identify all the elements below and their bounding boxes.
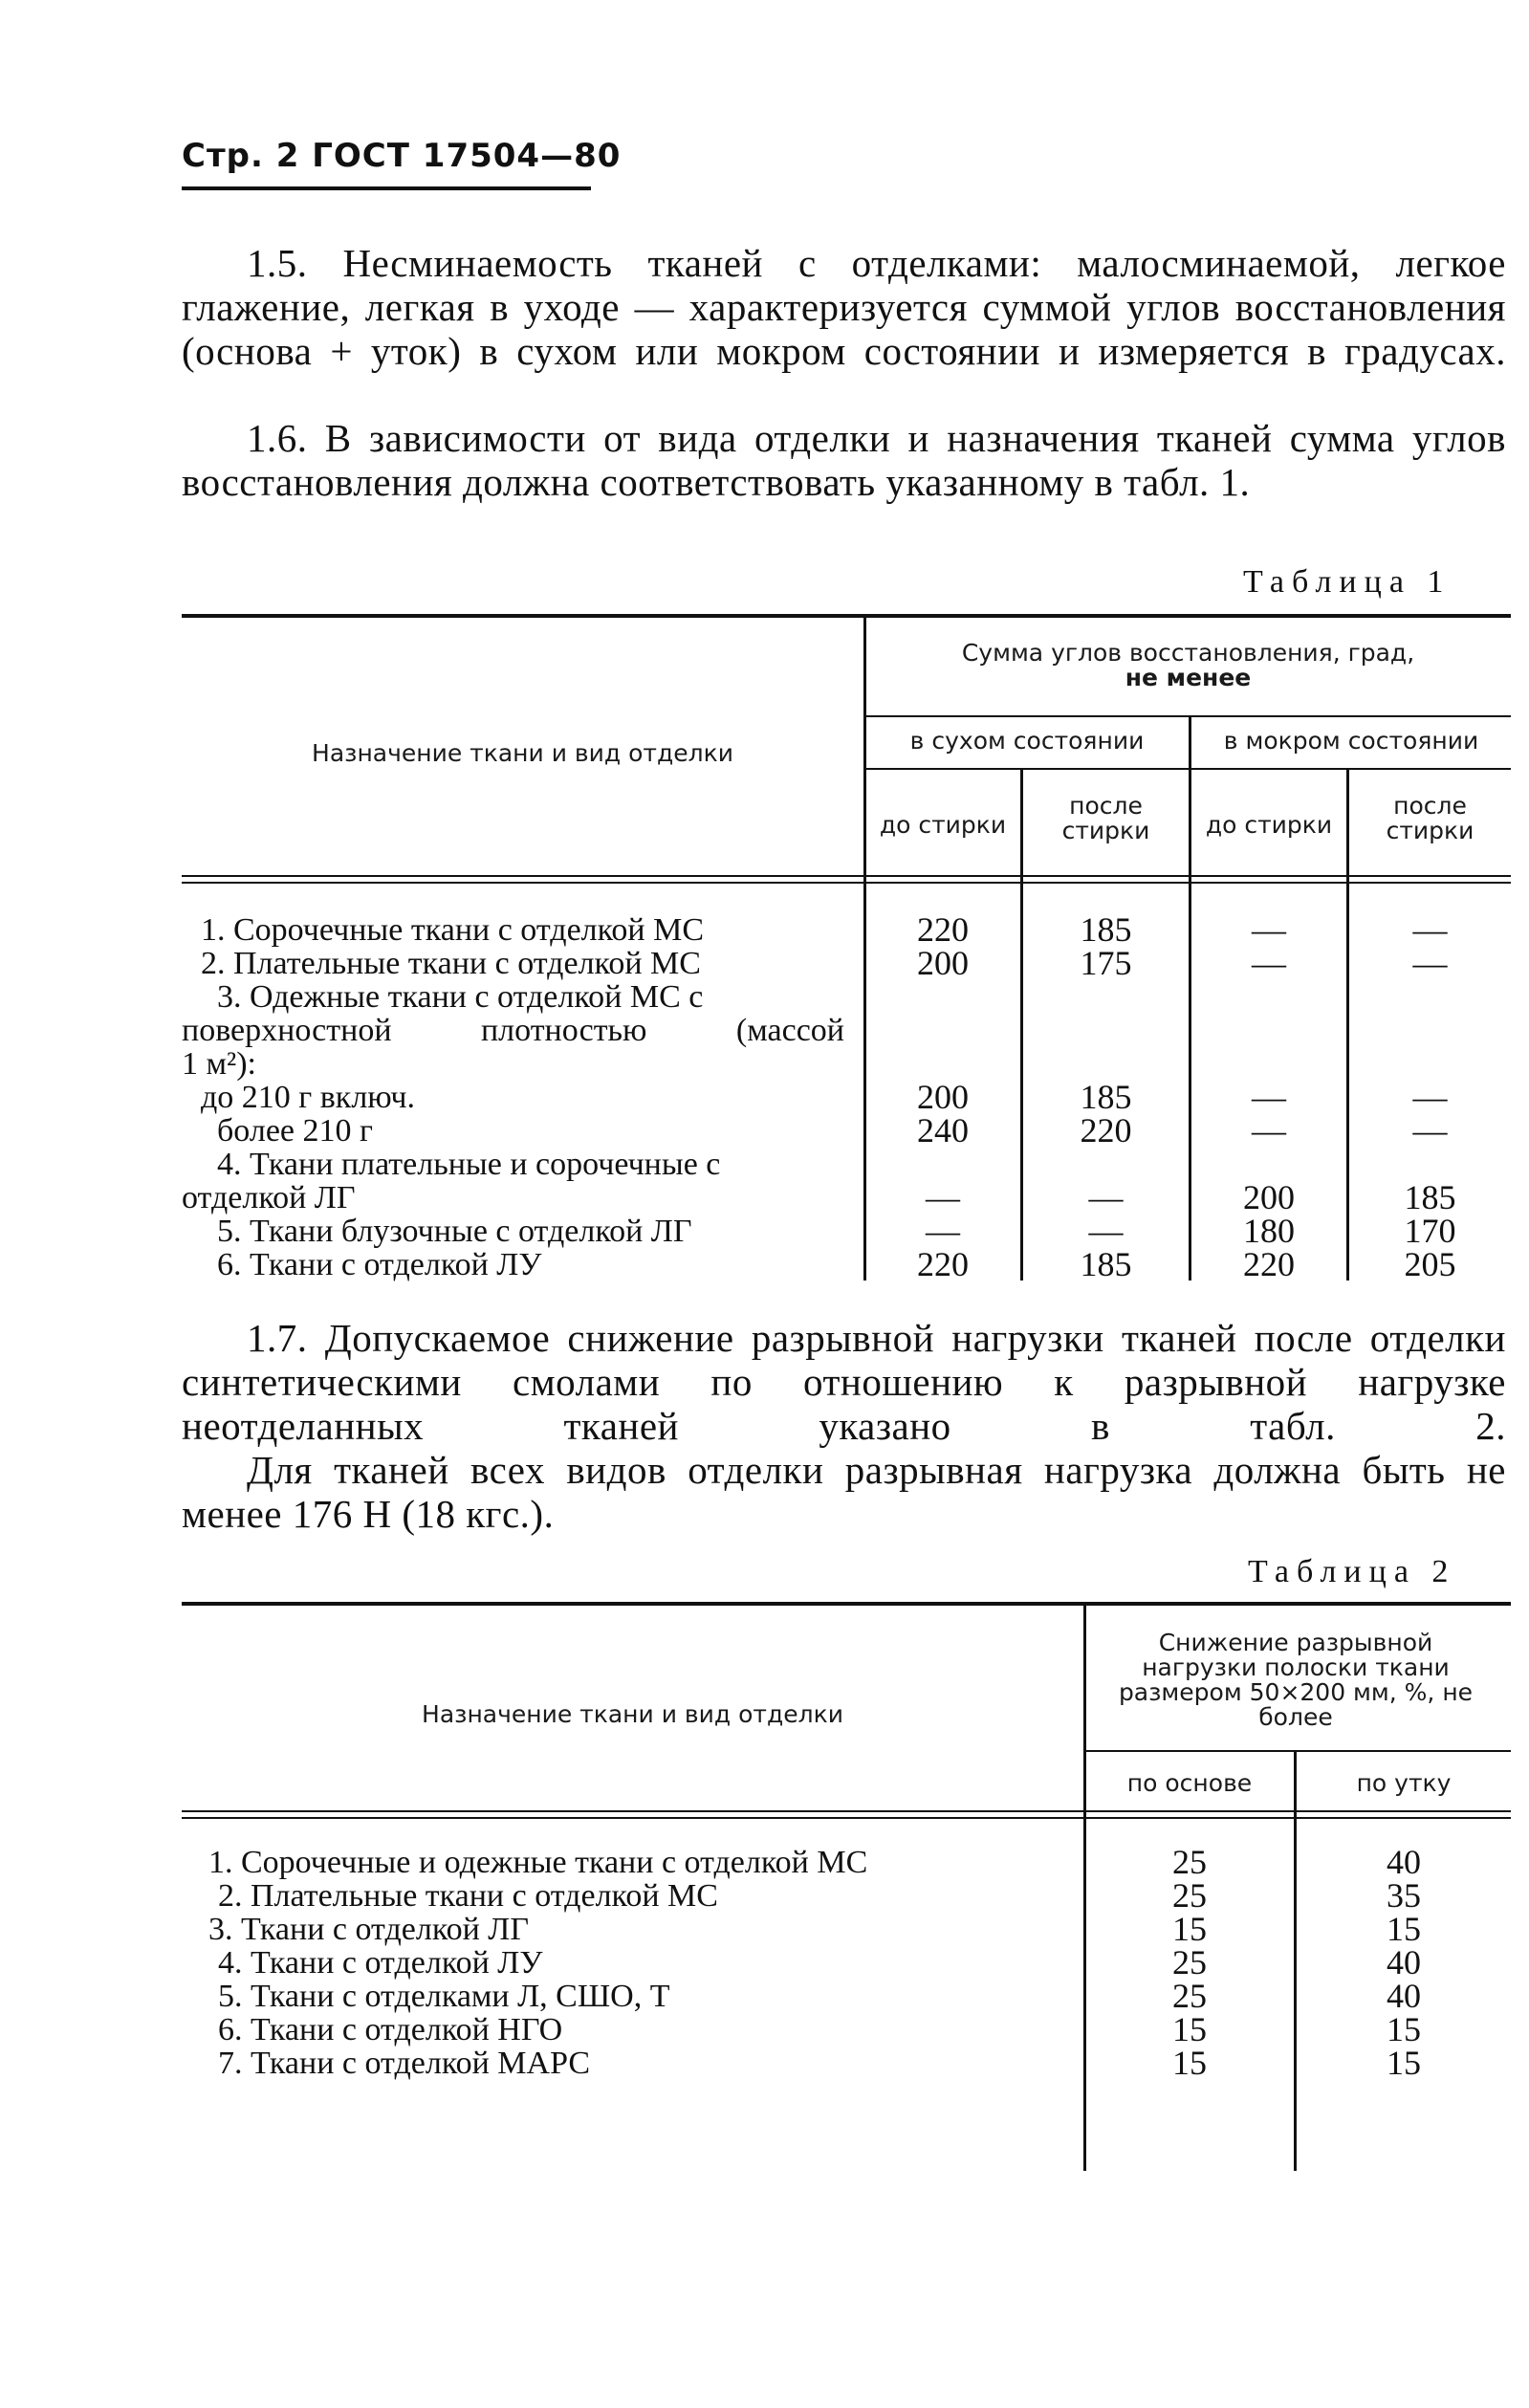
table-1-row-label: 3. Одежные ткани с отделкой МС с xyxy=(217,979,704,1015)
paragraph-min-load: Для тканей всех видов отделки разрывная нагрузка должна быть не менее 176 Н (18 кгс.). xyxy=(182,1448,1506,1536)
table-1-col-dry-after: после стирки xyxy=(1061,792,1150,844)
table-1-row-label: 2. Плательные ткани с отделкой МС xyxy=(201,946,701,981)
table-1-cell: 220 xyxy=(1080,1111,1132,1149)
table-2-cell: 15 xyxy=(1387,2010,1421,2048)
table-1-cell: 205 xyxy=(1404,1245,1456,1283)
table-1-row-label: 4. Ткани плательные и сорочечные с xyxy=(217,1147,721,1182)
paragraph-1-5: 1.5. Несминаемость тканей с отделками: малосминаемой, легкое глажение, легкая в уходе — характеризуется суммой углов восстановления (основа + уток) в сухом или мокром состоянии и измеряется в градусах. xyxy=(182,241,1506,373)
table-1-cell: — xyxy=(926,1178,960,1216)
table-1-cell: 185 xyxy=(1080,1245,1132,1283)
table-1-col-purpose: Назначение ткани и вид отделки xyxy=(312,739,733,767)
table-2-cell: 25 xyxy=(1172,1876,1207,1915)
table-1-cell: 185 xyxy=(1404,1178,1456,1216)
table-1-cell: — xyxy=(1412,944,1448,982)
table-2-cell: 40 xyxy=(1387,1943,1421,1981)
table-2-col-warp: по основе xyxy=(1126,1769,1253,1797)
paragraph-1-7: 1.7. Допускаемое снижение разрывной нагрузки тканей после отделки синтетическими смолами по отношению к разрывной нагрузке неотделанных тканей указано в табл. 2. xyxy=(182,1316,1506,1448)
table-2-top-rule xyxy=(182,1602,1511,1606)
table-1-cell: 220 xyxy=(1243,1245,1295,1283)
table-2-row-label: 2. Плательные ткани с отделкой МС xyxy=(218,1878,718,1914)
table-1-col-wet: в мокром состоянии xyxy=(1223,727,1479,755)
table-1-cell: — xyxy=(1252,910,1286,949)
table-1-col-dry-before: до стирки xyxy=(879,811,1007,839)
table-1-cell: 170 xyxy=(1404,1212,1456,1250)
table-1-col-wet-after: после стирки xyxy=(1386,792,1474,844)
table-1-cell: — xyxy=(1088,1212,1124,1250)
table-1-cell: 220 xyxy=(917,1245,969,1283)
table-1-col-sum-bold: не менее xyxy=(1125,664,1252,691)
table-2-row-label: 6. Ткани с отделкой НГО xyxy=(218,2012,563,2047)
table-1-cell: — xyxy=(1252,944,1286,982)
table-1-col-wet-before: до стирки xyxy=(1205,811,1333,839)
table-2-cell: 25 xyxy=(1172,1843,1207,1881)
table-2-cell: 40 xyxy=(1387,1977,1421,2015)
table-1-cell: 200 xyxy=(1243,1178,1295,1216)
table-1-cell: 175 xyxy=(1080,944,1132,982)
table-2-col-reduction: Снижение разрывной нагрузки полоски ткани размером 50×200 мм, %, не более xyxy=(1118,1629,1474,1731)
table-1-row-label: до 210 г включ. xyxy=(201,1080,415,1115)
page-header: Стр. 2 ГОСТ 17504—80 xyxy=(182,137,622,175)
table-2-cell: 15 xyxy=(1172,1910,1207,1948)
table-1-row-label: 5. Ткани блузочные с отделкой ЛГ xyxy=(217,1214,692,1249)
table-2-cell: 40 xyxy=(1387,1843,1421,1881)
table-2-row-label: 5. Ткани с отделками Л, СШО, Т xyxy=(218,1979,670,2014)
table-1-row-label: 1. Сорочечные ткани с отделкой МС xyxy=(201,912,705,948)
table-1-cell: 220 xyxy=(917,910,969,949)
table-1-cell: 200 xyxy=(917,944,969,982)
table-2-cell: 15 xyxy=(1387,1910,1421,1948)
table-1-cell: 240 xyxy=(917,1111,969,1149)
table-1-row-label: более 210 г xyxy=(217,1113,373,1149)
table-1-row-label: поверхностной плотностью (массой xyxy=(182,1013,844,1048)
table-1-row-label: отделкой ЛГ xyxy=(182,1180,356,1215)
table-1-rule xyxy=(865,768,1511,770)
table-1-col-dry: в сухом состоянии xyxy=(909,727,1145,755)
table-1-col-sum-text: Сумма углов восстановления, град, xyxy=(961,639,1415,667)
table-2-cell: 35 xyxy=(1387,1876,1421,1915)
table-1-header-rule xyxy=(182,882,1511,884)
table-1-cell: 180 xyxy=(1243,1212,1295,1250)
table-1-cell: — xyxy=(1088,1178,1124,1216)
table-1-top-rule xyxy=(182,614,1511,618)
table-1-cell: — xyxy=(1412,910,1448,949)
table-1-caption: Таблица 1 xyxy=(1243,564,1452,600)
table-1-col-sum xyxy=(865,641,1511,690)
table-1-header-rule xyxy=(182,875,1511,877)
table-1-row-label: 6. Ткани с отделкой ЛУ xyxy=(217,1247,542,1282)
table-2-row-label: 1. Сорочечные и одежные ткани с отделкой МС xyxy=(208,1845,868,1880)
table-1-cell: — xyxy=(926,1212,960,1250)
table-2-cell: 15 xyxy=(1172,2044,1207,2082)
table-2-caption: Таблица 2 xyxy=(1248,1554,1456,1589)
table-2-row-label: 3. Ткани с отделкой ЛГ xyxy=(208,1912,530,1947)
table-2-cell: 25 xyxy=(1172,1943,1207,1981)
header-underline xyxy=(182,186,591,190)
table-1-cell: — xyxy=(1252,1078,1286,1116)
table-1-cell: — xyxy=(1252,1111,1286,1149)
table-1-cell: 200 xyxy=(917,1078,969,1116)
table-2-cell: 15 xyxy=(1387,2044,1421,2082)
table-1-cell: 185 xyxy=(1080,910,1132,949)
table-2-cell: 25 xyxy=(1172,1977,1207,2015)
table-1-cell: — xyxy=(1412,1111,1448,1149)
table-2-cell: 15 xyxy=(1172,2010,1207,2048)
table-1-row-label: 1 м²): xyxy=(182,1046,256,1082)
table-2-header-rule xyxy=(182,1810,1511,1812)
table-2-header-rule xyxy=(182,1817,1511,1819)
paragraph-1-6: 1.6. В зависимости от вида отделки и назначения тканей сумма углов восстановления должна соответствовать указанному в табл. 1. xyxy=(182,416,1506,504)
table-2-col-weft: по утку xyxy=(1356,1769,1452,1797)
table-2-row-label: 7. Ткани с отделкой МАРС xyxy=(218,2046,591,2081)
table-2-col-purpose: Назначение ткани и вид отделки xyxy=(422,1700,843,1728)
table-2-row-label: 4. Ткани с отделкой ЛУ xyxy=(218,1945,543,1981)
table-1-cell: 185 xyxy=(1080,1078,1132,1116)
table-2-rule xyxy=(1085,1750,1511,1752)
table-1-cell: — xyxy=(1412,1078,1448,1116)
